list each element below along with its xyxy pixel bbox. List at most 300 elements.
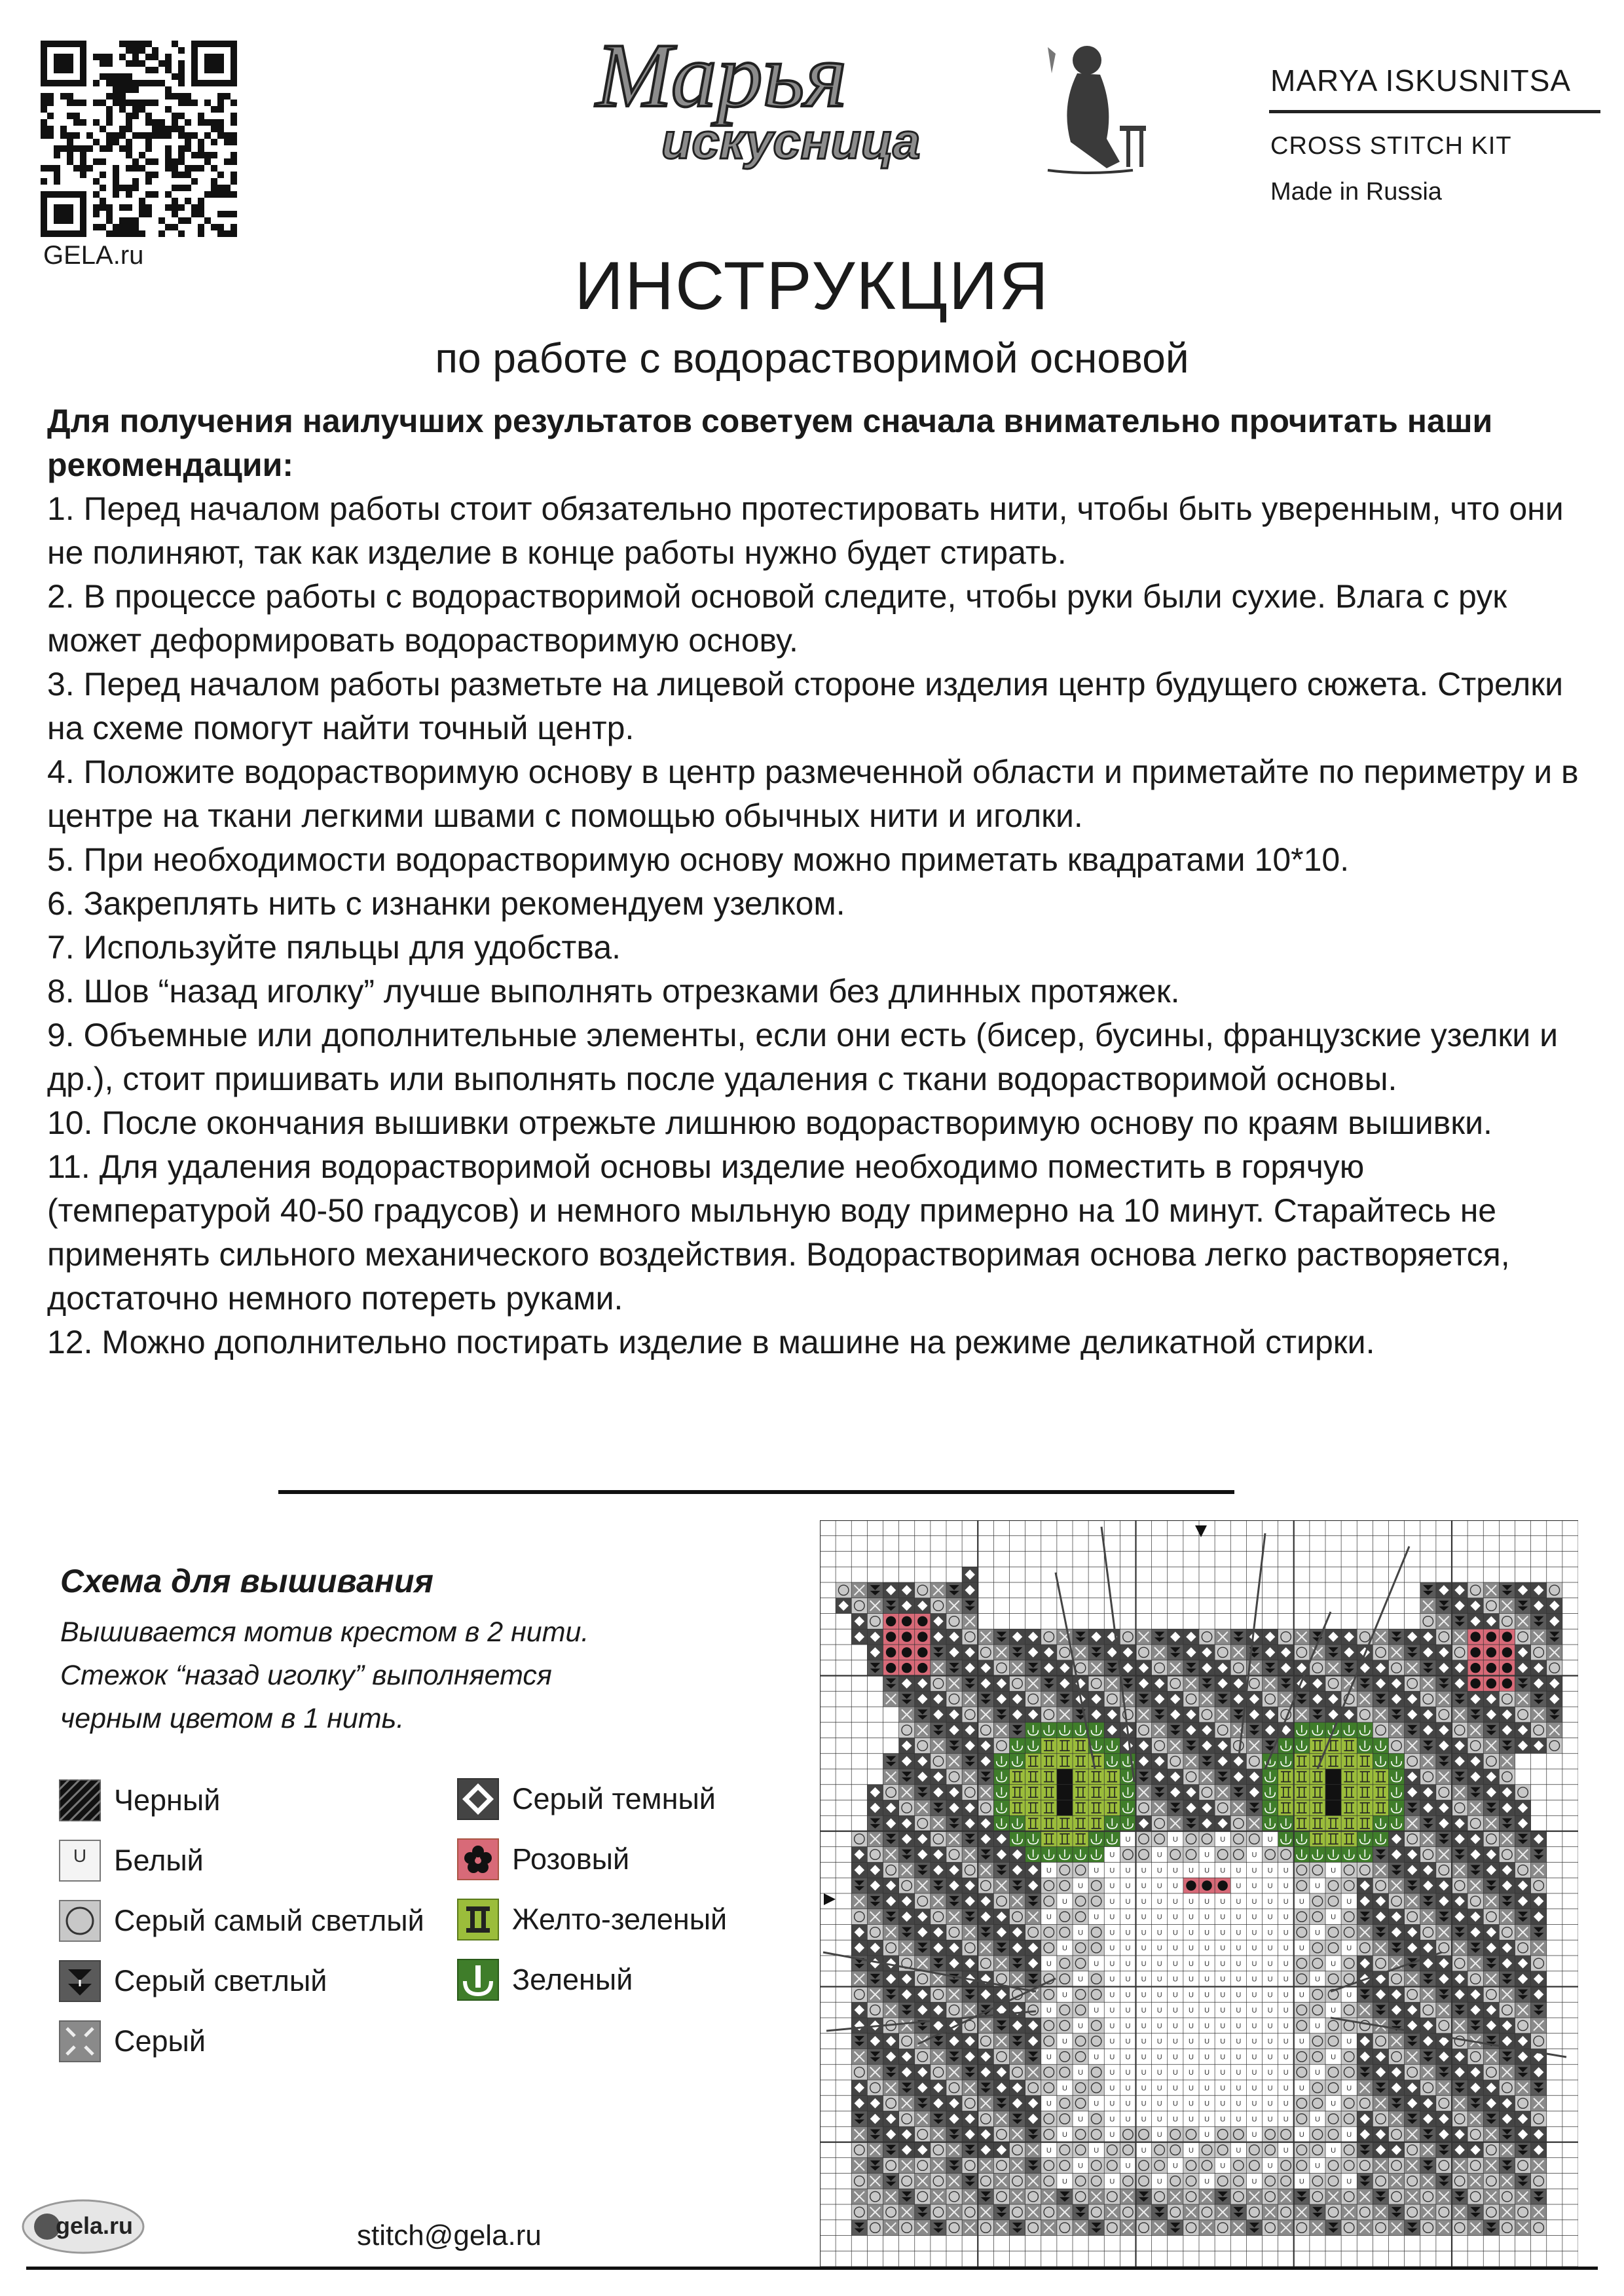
stitch-circle <box>1278 2126 1294 2142</box>
stitch-circle <box>1073 2080 1088 2096</box>
stitch-circle <box>1452 1878 1467 1893</box>
svg-text:U: U <box>1078 2069 1084 2077</box>
stitch-circle <box>1025 2189 1041 2204</box>
stitch-anchor <box>993 1800 1009 1816</box>
stitch-cross-x <box>1405 1893 1420 1909</box>
stitch-circle <box>1263 2220 1278 2236</box>
stitch-diamond <box>1341 1629 1357 1645</box>
stitch-circle <box>1341 1878 1357 1893</box>
stitch-letter-u <box>1120 2049 1135 2065</box>
stitch-anchor <box>993 1753 1009 1769</box>
stitch-letter-u <box>1152 2111 1168 2127</box>
stitch-letter-u <box>1120 2064 1135 2080</box>
stitch-circle <box>1183 2158 1199 2174</box>
stitch-triangles <box>1420 1738 1436 1754</box>
stitch-diamond <box>1010 1629 1025 1645</box>
stitch-triangles <box>1373 2189 1388 2204</box>
stitch-triangles <box>946 1660 962 1676</box>
stitch-diamond <box>946 2033 962 2049</box>
stitch-letter-u <box>1199 2126 1215 2142</box>
stitch-circle <box>1310 2142 1325 2158</box>
stitch-diamond <box>851 1614 867 1630</box>
stitch-flower <box>1467 1645 1483 1660</box>
stitch-triangles <box>962 1753 978 1769</box>
stitch-i-beam <box>1357 1785 1373 1800</box>
svg-text:U: U <box>1156 2007 1162 2015</box>
stitch-cross-x <box>1531 1940 1547 1956</box>
svg-text:U: U <box>1251 1867 1257 1875</box>
stitch-circle <box>1357 2204 1373 2220</box>
stitch-letter-u <box>1230 1878 1246 1893</box>
svg-text:U: U <box>1141 2115 1147 2124</box>
stitch-diamond <box>1405 1707 1420 1722</box>
stitch-letter-u <box>1152 1925 1168 1941</box>
stitch-triangles <box>1389 1707 1405 1722</box>
svg-text:U: U <box>1267 2022 1273 2030</box>
stitch-diamond <box>1136 1738 1152 1754</box>
stitch-cross-x <box>993 2220 1009 2236</box>
stitch-cross-x <box>1041 2220 1057 2236</box>
stitch-triangles <box>931 1800 946 1816</box>
stitch-letter-u <box>1183 2002 1199 2018</box>
stitch-letter-u <box>1057 2174 1073 2189</box>
stitch-diamond <box>1483 1691 1499 1707</box>
legend-item-yellow-green <box>457 1899 727 1941</box>
stitch-circle <box>1357 1707 1373 1722</box>
stitch-letter-u <box>1057 1940 1073 1956</box>
stitch-diamond <box>1547 1598 1562 1614</box>
stitch-cross-x <box>899 1707 915 1722</box>
svg-text:U: U <box>1267 2069 1273 2077</box>
stitch-diamond <box>1420 1722 1436 1738</box>
svg-text:U: U <box>1141 1897 1147 1906</box>
svg-text:U: U <box>1094 1867 1099 1875</box>
stitch-circle <box>1531 1878 1547 1893</box>
stitch-cross-x <box>1215 2204 1230 2220</box>
svg-text:U: U <box>1236 1913 1242 1922</box>
svg-text:U: U <box>1156 2178 1162 2186</box>
stitch-diamond <box>915 1925 931 1941</box>
stitch-circle <box>1168 1847 1183 1863</box>
stitch-letter-u <box>1168 2080 1183 2096</box>
stitch-letter-u <box>1341 2080 1357 2096</box>
stitch-cross-x <box>1120 2189 1135 2204</box>
stitch-anchor <box>1104 1815 1120 1831</box>
svg-text:U: U <box>1141 2069 1147 2077</box>
svg-text:U: U <box>1125 1944 1131 1953</box>
stitch-hatch-black <box>1325 1785 1341 1800</box>
stitch-triangles <box>1452 2189 1467 2204</box>
svg-text:U: U <box>1172 2162 1178 2170</box>
stitch-diamond <box>1136 1676 1152 1692</box>
stitch-circle <box>1246 2158 1262 2174</box>
stitch-letter-u <box>1263 2049 1278 2065</box>
stitch-circle <box>915 2189 931 2204</box>
stitch-letter-u <box>1104 2080 1120 2096</box>
stitch-letter-u <box>1152 1987 1168 2003</box>
stitch-cross-x <box>1452 2204 1467 2220</box>
svg-text:U: U <box>1267 2115 1273 2124</box>
stitch-diamond <box>1373 1987 1388 2003</box>
svg-text:U: U <box>1156 2115 1162 2124</box>
svg-text:U: U <box>1156 1929 1162 1937</box>
stitch-anchor <box>1025 1847 1041 1863</box>
stitch-circle <box>1057 2064 1073 2080</box>
stitch-anchor <box>1104 1831 1120 1847</box>
stitch-i-beam <box>1294 1800 1310 1816</box>
stitch-letter-u <box>1152 1909 1168 1925</box>
stitch-letter-u <box>1183 1893 1199 1909</box>
stitch-triangles <box>915 2096 931 2111</box>
stitch-circle <box>1420 2220 1436 2236</box>
stitch-diamond <box>962 2049 978 2065</box>
stitch-cross-x <box>1357 1925 1373 1941</box>
stitch-cross-x <box>1199 2220 1215 2236</box>
stitch-triangles <box>931 1722 946 1738</box>
stitch-circle <box>1010 2142 1025 2158</box>
stitch-circle <box>1310 2096 1325 2111</box>
svg-text:U: U <box>1314 1882 1320 1891</box>
stitch-diamond <box>1467 1831 1483 1847</box>
stitch-circle <box>1310 2174 1325 2189</box>
stitch-letter-u <box>1183 1863 1199 1878</box>
stitch-letter-u <box>1199 1893 1215 1909</box>
stitch-diamond <box>915 1769 931 1785</box>
stitch-circle <box>1467 1815 1483 1831</box>
stitch-triangles <box>1057 2189 1073 2204</box>
stitch-cross-x <box>1104 1676 1120 1692</box>
svg-text:U: U <box>1109 1929 1115 1937</box>
stitch-diamond <box>1405 1691 1420 1707</box>
stitch-diamond <box>1183 1645 1199 1660</box>
stitch-cross-x <box>1483 1738 1499 1754</box>
made-in: Made in Russia <box>1270 178 1442 206</box>
stitch-letter-u <box>1263 2018 1278 2033</box>
stitch-triangles <box>1436 2174 1452 2189</box>
stitch-letter-u <box>1104 1863 1120 1878</box>
stitch-circle <box>1389 1738 1405 1754</box>
stitch-cross-x <box>962 1614 978 1630</box>
stitch-letter-u <box>1263 1971 1278 1987</box>
svg-text:U: U <box>1172 2022 1178 2030</box>
stitch-triangles <box>1010 1878 1025 1893</box>
stitch-diamond <box>851 1925 867 1941</box>
stitch-triangles <box>1010 1722 1025 1738</box>
svg-text:U: U <box>1172 1944 1178 1953</box>
stitch-cross-x <box>1183 1753 1199 1769</box>
svg-text:U: U <box>1172 1991 1178 1999</box>
stitch-triangles <box>1246 1800 1262 1816</box>
stitch-circle <box>978 2111 993 2127</box>
stitch-triangles <box>1073 1629 1088 1645</box>
stitch-i-beam <box>1278 1785 1294 1800</box>
stitch-letter-u <box>1120 2096 1135 2111</box>
stitch-anchor <box>993 1785 1009 1800</box>
stitch-circle <box>1041 1925 1057 1941</box>
svg-text:U: U <box>1141 1959 1147 1968</box>
stitch-diamond <box>962 1660 978 1676</box>
stitch-circle <box>946 1925 962 1941</box>
svg-text:U: U <box>1283 2146 1289 2155</box>
stitch-letter-u <box>1215 2002 1230 2018</box>
stitch-diamond <box>1531 1598 1547 1614</box>
svg-text:U: U <box>1061 2178 1067 2186</box>
stitch-cross-x <box>946 2204 962 2220</box>
stitch-letter-u <box>1199 1971 1215 1987</box>
stitch-diamond <box>1436 1582 1452 1598</box>
stitch-triangles <box>1310 2204 1325 2220</box>
stitch-diamond <box>883 2126 899 2142</box>
stitch-cross-x <box>1389 2033 1405 2049</box>
stitch-letter-u <box>1246 1863 1262 1878</box>
stitch-triangles <box>1515 2142 1531 2158</box>
svg-text:U: U <box>1141 2053 1147 2062</box>
svg-text:U: U <box>1251 1851 1257 1859</box>
stitch-cross-x <box>1263 1676 1278 1692</box>
svg-text:U: U <box>1061 1991 1067 1999</box>
stitch-triangles <box>962 1676 978 1692</box>
stitch-circle <box>1263 2142 1278 2158</box>
instruction-step-7: 7. Используйте пяльцы для удобства. <box>47 929 621 966</box>
stitch-circle <box>915 2158 931 2174</box>
center-arrow-top <box>1195 1525 1207 1537</box>
stitch-circle <box>899 1878 915 1893</box>
stitch-circle <box>1104 1691 1120 1707</box>
stitch-diamond <box>1420 2111 1436 2127</box>
stitch-circle <box>1294 1863 1310 1878</box>
stitch-cross-x <box>962 1691 978 1707</box>
stitch-diamond <box>1499 1707 1515 1722</box>
stitch-cross-x <box>1547 1722 1562 1738</box>
stitch-flower <box>883 1645 899 1660</box>
stitch-diamond <box>1452 1738 1467 1754</box>
stitch-diamond <box>1483 1769 1499 1785</box>
stitch-triangles <box>1389 2096 1405 2111</box>
stitch-circle <box>1183 1691 1199 1707</box>
stitch-diamond <box>1057 1676 1073 1692</box>
stitch-circle <box>1073 2142 1088 2158</box>
stitch-circle <box>1420 2189 1436 2204</box>
stitch-triangles <box>1405 1800 1420 1816</box>
stitch-circle <box>1467 1582 1483 1598</box>
stitch-circle <box>1483 1831 1499 1847</box>
stitch-diamond <box>1136 1753 1152 1769</box>
stitch-anchor <box>1294 1722 1310 1738</box>
scheme-title: Схема для вышивания <box>60 1563 434 1599</box>
stitch-cross-x <box>993 2033 1009 2049</box>
svg-text:U: U <box>1046 1867 1052 1875</box>
stitch-cross-x <box>883 2189 899 2204</box>
stitch-cross-x <box>915 2111 931 2127</box>
stitch-circle <box>1325 2080 1341 2096</box>
svg-text:U: U <box>1094 1913 1099 1922</box>
stitch-letter-u <box>1199 2174 1215 2189</box>
cross-stitch-scheme <box>820 1520 1578 2267</box>
stitch-circle <box>1057 2049 1073 2065</box>
stitch-circle <box>978 1645 993 1660</box>
stitch-triangles <box>1452 2080 1467 2096</box>
stitch-letter-u <box>1263 2111 1278 2127</box>
stitch-diamond <box>1499 1785 1515 1800</box>
stitch-diamond <box>931 1863 946 1878</box>
stitch-cross-x <box>978 1863 993 1878</box>
stitch-diamond <box>1010 2018 1025 2033</box>
stitch-diamond <box>1183 1707 1199 1722</box>
stitch-diamond <box>1405 1925 1420 1941</box>
stitch-diamond <box>1515 2111 1531 2127</box>
stitch-circle <box>883 2158 899 2174</box>
stitch-circle <box>1041 2126 1057 2142</box>
stitch-letter-u <box>1120 1909 1135 1925</box>
stitch-cross-x <box>1483 1582 1499 1598</box>
svg-text:U: U <box>1236 1975 1242 1984</box>
stitch-triangles <box>931 2111 946 2127</box>
stitch-letter-u <box>1230 1893 1246 1909</box>
stitch-triangles <box>915 1940 931 1956</box>
stitch-circle <box>1073 1987 1088 2003</box>
stitch-diamond <box>1136 1660 1152 1676</box>
stitch-i-beam <box>1088 1815 1104 1831</box>
stitch-diamond <box>931 1940 946 1956</box>
stitch-circle <box>1152 2158 1168 2174</box>
stitch-cross-x <box>946 1987 962 2003</box>
stitch-circle <box>883 2204 899 2220</box>
svg-text:U: U <box>1188 1991 1194 1999</box>
svg-text:U: U <box>1220 2022 1226 2030</box>
stitch-circle <box>1357 2096 1373 2111</box>
svg-text:U: U <box>1061 2084 1067 2092</box>
stitch-diamond <box>1420 1800 1436 1816</box>
stitch-diamond <box>978 1831 993 1847</box>
stitch-cross-x <box>851 2126 867 2142</box>
stitch-i-beam <box>1357 1769 1373 1785</box>
stitch-circle <box>1547 1582 1562 1598</box>
stitch-letter-u <box>1341 2126 1357 2142</box>
stitch-letter-u <box>1294 2126 1310 2142</box>
legend-label: Серый светлый <box>114 1964 327 1997</box>
stitch-diamond <box>1025 1707 1041 1722</box>
stitch-triangles <box>1230 2204 1246 2220</box>
stitch-cross-x <box>1152 1800 1168 1816</box>
stitch-letter-u <box>1104 1847 1120 1863</box>
stitch-letter-u <box>1341 2033 1357 2049</box>
stitch-i-beam <box>1010 1785 1025 1800</box>
stitch-letter-u <box>1310 2111 1325 2127</box>
stitch-anchor <box>1278 1738 1294 1754</box>
stitch-diamond <box>1467 1987 1483 2003</box>
stitch-circle <box>1183 1847 1199 1863</box>
stitch-triangles <box>1010 2033 1025 2049</box>
stitch-circle <box>1041 2174 1057 2189</box>
svg-text:U: U <box>1251 1897 1257 1906</box>
stitch-triangles <box>1325 1645 1341 1660</box>
stitch-circle <box>1041 2158 1057 2174</box>
stitch-circle <box>1168 2126 1183 2142</box>
stitch-diamond <box>1199 1660 1215 1676</box>
stitch-diamond <box>1389 2002 1405 2018</box>
svg-text:U: U <box>1267 1835 1273 1844</box>
stitch-letter-u <box>1136 2142 1152 2158</box>
stitch-cross-x <box>1452 1863 1467 1878</box>
stitch-cross-x <box>1168 1660 1183 1676</box>
stitch-circle <box>1088 2174 1104 2189</box>
stitch-diamond <box>867 2033 883 2049</box>
stitch-circle <box>1294 1925 1310 1941</box>
stitch-diamond <box>1531 1893 1547 1909</box>
stitch-diamond <box>1357 2126 1373 2142</box>
stitch-cross-x <box>962 2189 978 2204</box>
spinner-woman-figure <box>1048 46 1146 173</box>
stitch-cross-x <box>946 1676 962 1692</box>
stitch-circle <box>1325 1940 1341 1956</box>
stitch-circle <box>978 2220 993 2236</box>
stitch-anchor <box>1278 1831 1294 1847</box>
stitch-letter-u <box>1183 1909 1199 1925</box>
stitch-flower <box>915 1629 931 1645</box>
stitch-letter-u <box>1246 1878 1262 1893</box>
svg-text:U: U <box>1346 2037 1352 2046</box>
svg-text:U: U <box>1188 2037 1194 2046</box>
stitch-circle <box>1325 1925 1341 1941</box>
stitch-i-beam <box>1073 1785 1088 1800</box>
stitch-triangles <box>978 1691 993 1707</box>
stitch-cross-x <box>1436 1691 1452 1707</box>
instruction-step-9: 9. Объемные или дополнительные элементы, если они есть (бисер, бусины, французские узелки и др.), стоит пришивать или выполнять после удаления с ткани водорастворимой основы. <box>47 1017 1559 1097</box>
stitch-triangles <box>1168 1722 1183 1738</box>
stitch-flower <box>1215 1878 1230 1893</box>
stitch-circle <box>1057 2158 1073 2174</box>
stitch-diamond <box>883 2049 899 2065</box>
stitch-letter-u <box>1041 1863 1057 1878</box>
stitch-diamond <box>1199 1738 1215 1754</box>
stitch-circle <box>1057 2142 1073 2158</box>
stitch-letter-u <box>1136 2096 1152 2111</box>
stitch-circle <box>1199 2142 1215 2158</box>
stitch-circle <box>931 1831 946 1847</box>
contact-email[interactable]: stitch@gela.ru <box>357 2219 542 2251</box>
stitch-cross-x <box>1499 1753 1515 1769</box>
stitch-circle <box>1294 1956 1310 1971</box>
svg-text:U: U <box>1109 1867 1115 1875</box>
stitch-diamond <box>993 1831 1009 1847</box>
stitch-diamond <box>1373 1909 1388 1925</box>
instruction-step-8: 8. Шов “назад иголку” лучше выполнять отрезками без длинных протяжек. <box>47 973 1180 1010</box>
svg-text:U: U <box>1220 2069 1226 2077</box>
svg-text:U: U <box>1204 2178 1210 2186</box>
svg-text:U: U <box>1156 1882 1162 1891</box>
stitch-circle <box>993 2189 1009 2204</box>
svg-text:U: U <box>1156 2037 1162 2046</box>
stitch-cross-x <box>1025 1676 1041 1692</box>
stitch-diamond <box>1499 1878 1515 1893</box>
stitch-flower <box>915 1614 931 1630</box>
stitch-diamond <box>1531 1909 1547 1925</box>
svg-text:U: U <box>1172 1835 1178 1844</box>
stitch-diamond <box>1436 1738 1452 1754</box>
svg-text:U: U <box>1172 2007 1178 2015</box>
stitch-diamond <box>962 1893 978 1909</box>
stitch-diamond <box>1467 1691 1483 1707</box>
stitch-cross-x <box>1357 2080 1373 2096</box>
stitch-letter-u <box>1246 2033 1262 2049</box>
stitch-cross-x <box>978 2158 993 2174</box>
stitch-circle <box>946 2002 962 2018</box>
stitch-circle <box>978 1878 993 1893</box>
svg-text:U: U <box>1314 2115 1320 2124</box>
svg-text:U: U <box>1156 1867 1162 1875</box>
stitch-triangles <box>1010 2220 1025 2236</box>
stitch-diamond <box>1452 1598 1467 1614</box>
